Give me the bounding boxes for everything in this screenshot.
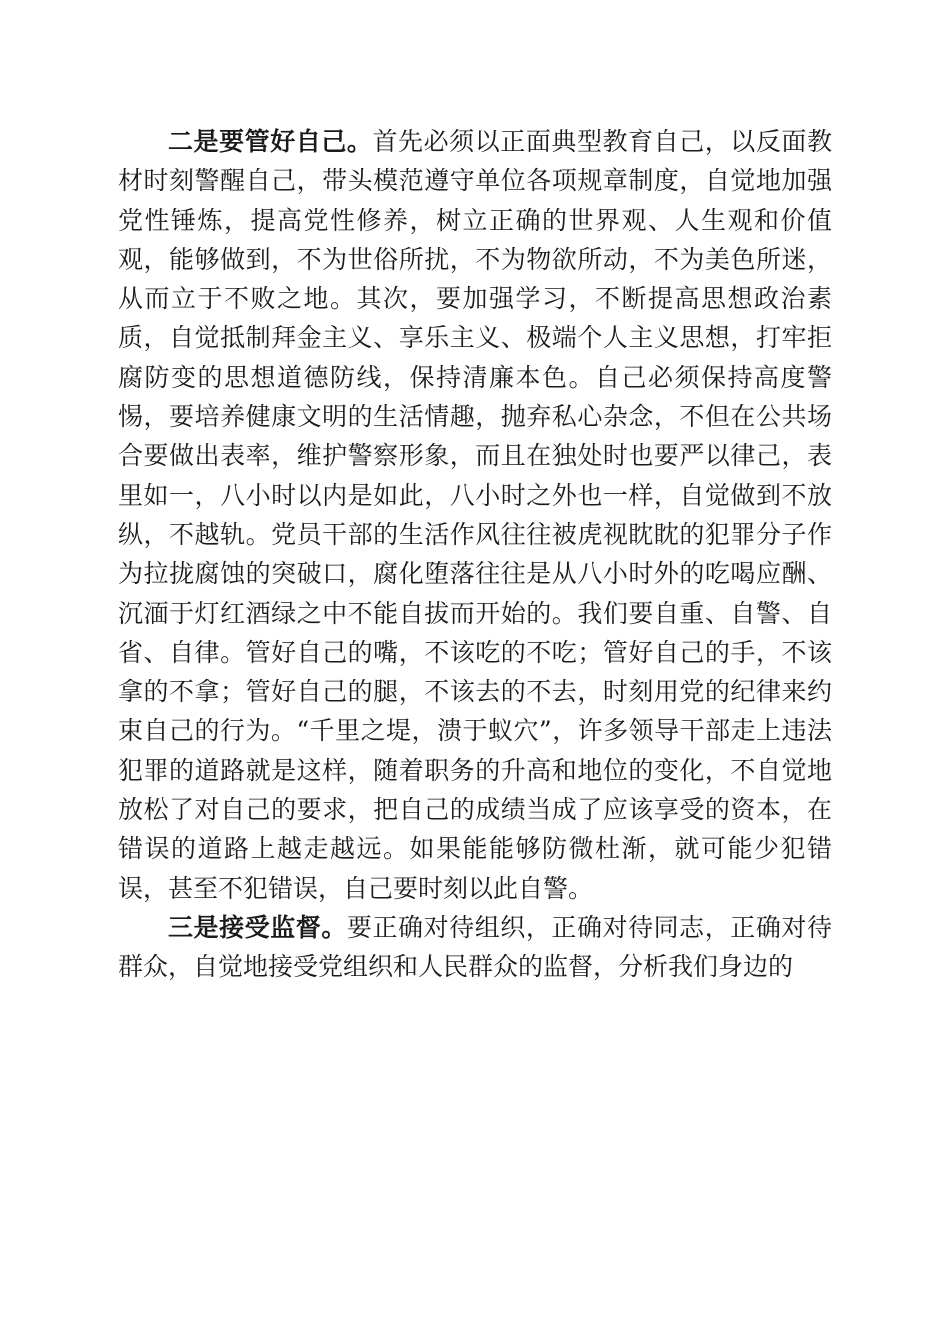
paragraph-heading: 三是接受监督。 xyxy=(168,912,347,942)
paragraph-accept-supervision xyxy=(118,908,832,987)
paragraph-text: 首先必须以正面典型教育自己，以反面教材时刻警醒自己，带头模范遵守单位各项规章制度，自觉地加强党性锤炼，提高党性修养，树立正确的世界观、人生观和价值观，能够做到，不为世俗所扰，不为物欲所动，不为美色所迷，从而立于不败之地。其次，要加强学习，不断提高思想政治素质，自觉抵制拜金主义、享乐主义、极端个人主义思想，打牢拒腐防变的思想道德防线，保持清廉本色。自己必须保持高度警惕，要培养健康文明的生活情趣，抛弃私心杂念，不但在公共场合要做出表率，维护警察形象，而且在独处时也要严以律己，表里如一，八小时以内是如此，八小时之外也一样，自觉做到不放纵，不越轨。党员干部的生活作风往往被虎视眈眈的犯罪分子作为拉拢腐蚀的突破口，腐化堕落往往是从八小时外的吃喝应酬、沉湎于灯红酒绿之中不能自拔而开始的。我们要自重、自警、自省、自律。管好自己的嘴，不该吃的不吃；管好自己的手，不该拿的不拿；管好自己的腿，不该去的不去，时刻用党的纪律来约束自己的行为。“千里之堤，溃于蚁穴”，许多领导干部走上违法犯罪的道路就是这样，随着职务的升高和地位的变化，不自觉地放松了对自己的要求，把自己的成绩当成了应该享受的资本，在错误的道路上越走越远。如果能能够防微杜渐，就可能少犯错误，甚至不犯错误，自己要时刻以此自警。 xyxy=(118,127,832,903)
paragraph-heading: 二是要管好自己。 xyxy=(168,127,373,156)
paragraph-manage-self xyxy=(118,122,832,908)
document-body xyxy=(118,122,832,987)
paragraph-text: 要正确对待组织，正确对待同志，正确对待群众，自觉地接受党组织和人民群众的监督，分析我们身边的 xyxy=(118,912,832,982)
